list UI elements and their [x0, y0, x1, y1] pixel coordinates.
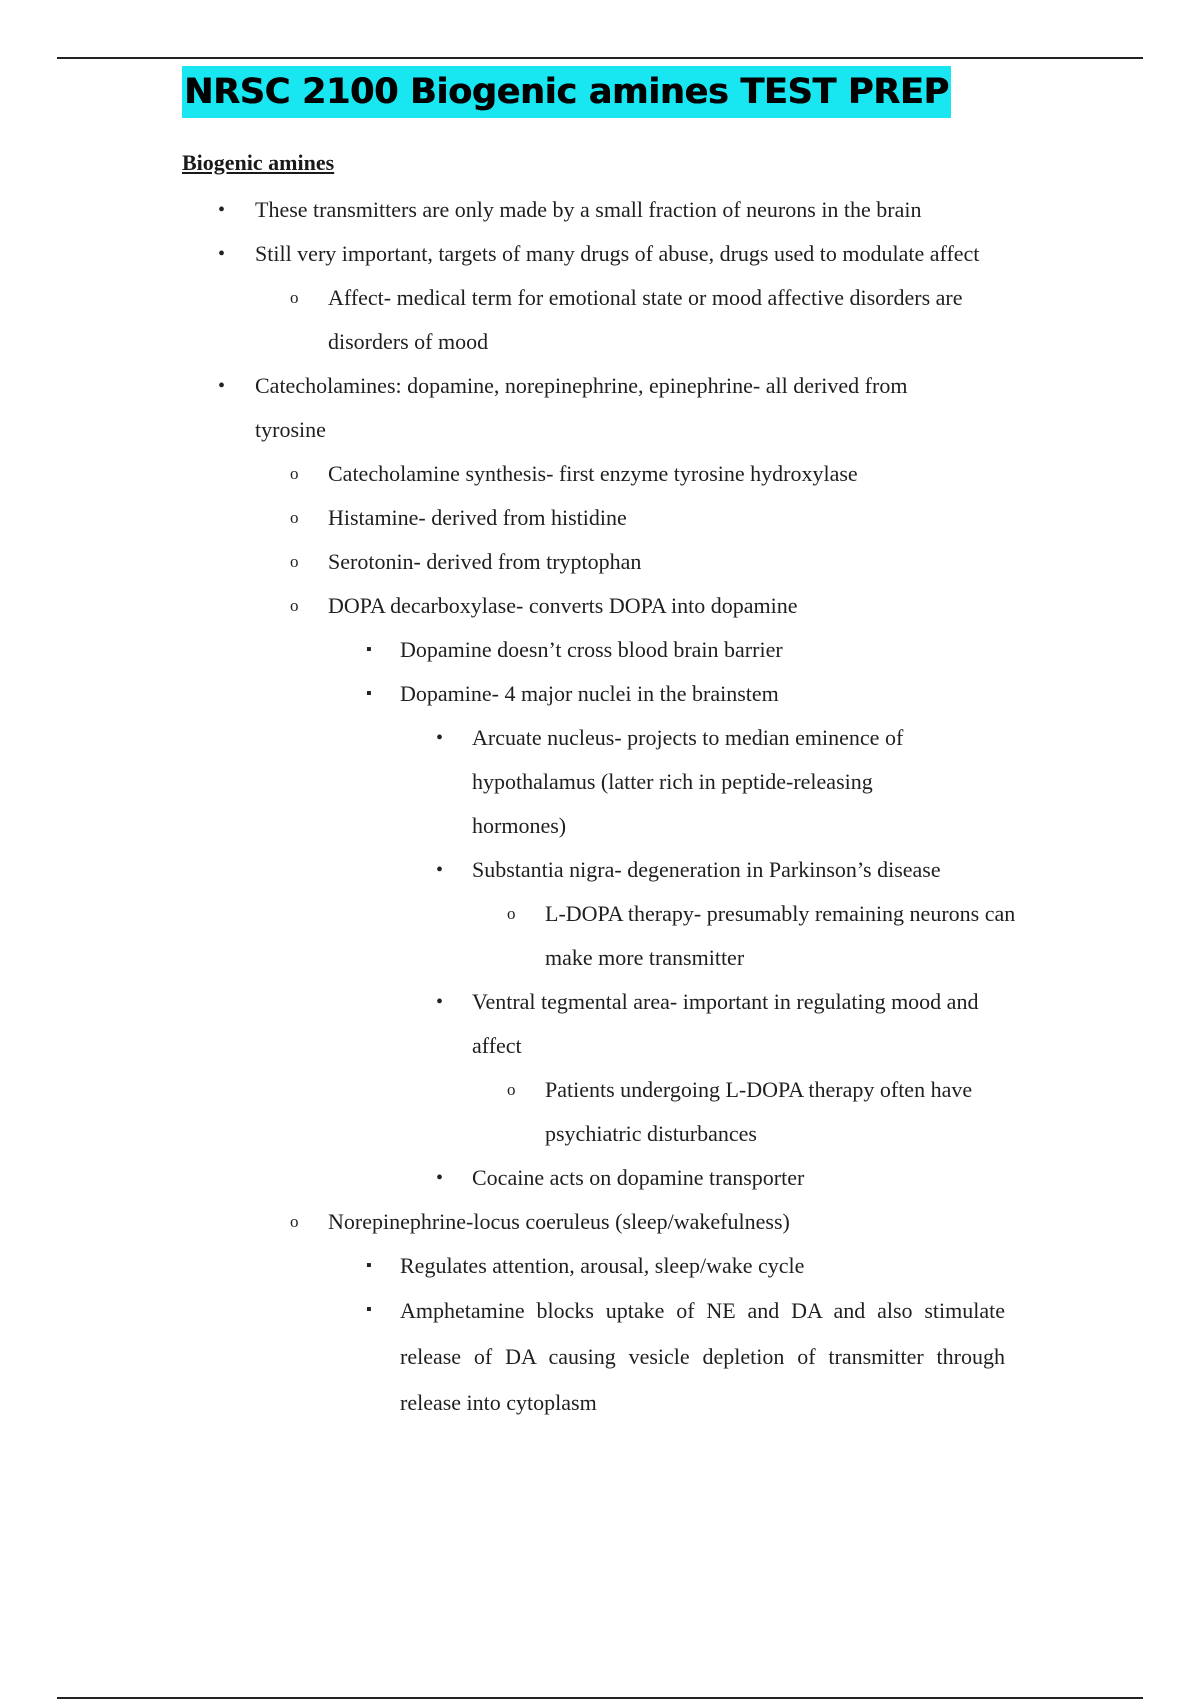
list-item	[290, 496, 1018, 540]
document-title: NRSC 2100 Biogenic amines TEST PREP	[182, 66, 951, 118]
bullet-square-icon: ▪	[366, 1301, 372, 1318]
item-text: DOPA decarboxylase- converts DOPA into dopamine	[328, 593, 798, 618]
item-text: Regulates attention, arousal, sleep/wake cycle	[400, 1253, 805, 1278]
bottom-rule	[57, 1697, 1143, 1699]
item-text: Serotonin- derived from tryptophan	[328, 549, 642, 574]
bullet-dot-icon: •	[218, 375, 226, 397]
item-text: Amphetamine blocks uptake of NE and DA and also stimulate release of DA causing vesicle depletion of transmitter through release into cytoplasm	[400, 1298, 1005, 1415]
item-text: Still very important, targets of many drugs of abuse, drugs used to modulate affect	[255, 241, 980, 266]
bullet-circle-icon: o	[290, 508, 299, 527]
item-text: These transmitters are only made by a small fraction of neurons in the brain	[255, 197, 922, 222]
bullet-circle-icon: o	[507, 904, 516, 923]
item-text: Ventral tegmental area- important in regulating mood and affect	[472, 989, 979, 1058]
item-text: Patients undergoing L-DOPA therapy often have psychiatric disturbances	[545, 1077, 973, 1146]
item-text: Norepinephrine-locus coeruleus (sleep/wakefulness)	[328, 1209, 790, 1234]
bullet-circle-icon: o	[290, 552, 299, 571]
bullet-square-icon: ▪	[366, 1257, 372, 1274]
list-item	[366, 672, 1010, 716]
list-item	[290, 540, 1018, 584]
bullet-circle-icon: o	[290, 596, 299, 615]
bullet-circle-icon: o	[290, 464, 299, 483]
item-text: Catecholamine synthesis- first enzyme tyrosine hydroxylase	[328, 461, 858, 486]
notes-list	[0, 188, 1200, 1426]
bullet-dot-icon: •	[436, 991, 444, 1013]
list-item	[290, 452, 1018, 496]
list-item	[218, 232, 1085, 276]
bullet-dot-icon: •	[218, 243, 226, 265]
bullet-dot-icon: •	[436, 727, 444, 749]
item-text: Dopamine- 4 major nuclei in the brainstem	[400, 681, 779, 706]
bullet-dot-icon: •	[218, 199, 226, 221]
bullet-circle-icon: o	[507, 1080, 516, 1099]
section-heading: Biogenic amines	[182, 150, 335, 175]
list-item	[366, 1288, 1005, 1426]
bullet-dot-icon: •	[436, 859, 444, 881]
list-item	[366, 1244, 1010, 1288]
list-item	[290, 276, 998, 364]
top-rule	[57, 57, 1143, 59]
item-text: Arcuate nucleus- projects to median eminence of hypothalamus (latter rich in peptide-releasing hormones)	[472, 725, 904, 838]
list-item	[436, 1156, 1012, 1200]
list-item	[436, 980, 1012, 1068]
list-item	[290, 1200, 1018, 1244]
bullet-circle-icon: o	[290, 288, 299, 307]
list-item	[290, 584, 1018, 628]
bullet-square-icon: ▪	[366, 685, 372, 702]
item-text: Catecholamines: dopamine, norepinephrine, epinephrine- all derived from tyrosine	[255, 373, 908, 442]
bullet-dot-icon: •	[436, 1167, 444, 1189]
item-text: Cocaine acts on dopamine transporter	[472, 1165, 805, 1190]
list-item	[436, 716, 972, 848]
item-text: Dopamine doesn’t cross blood brain barrier	[400, 637, 783, 662]
list-item	[218, 364, 915, 452]
item-text: Substantia nigra- degeneration in Parkinson’s disease	[472, 857, 941, 882]
item-text: L-DOPA therapy- presumably remaining neurons can make more transmitter	[545, 901, 1016, 970]
list-item	[366, 628, 1010, 672]
item-text: Affect- medical term for emotional state or mood affective disorders are disorders of mood	[328, 285, 963, 354]
list-item	[218, 188, 1085, 232]
list-item	[436, 848, 1012, 892]
list-item	[507, 892, 1025, 980]
bullet-square-icon: ▪	[366, 641, 372, 658]
list-item	[507, 1068, 1025, 1156]
item-text: Histamine- derived from histidine	[328, 505, 627, 530]
bullet-circle-icon: o	[290, 1212, 299, 1231]
